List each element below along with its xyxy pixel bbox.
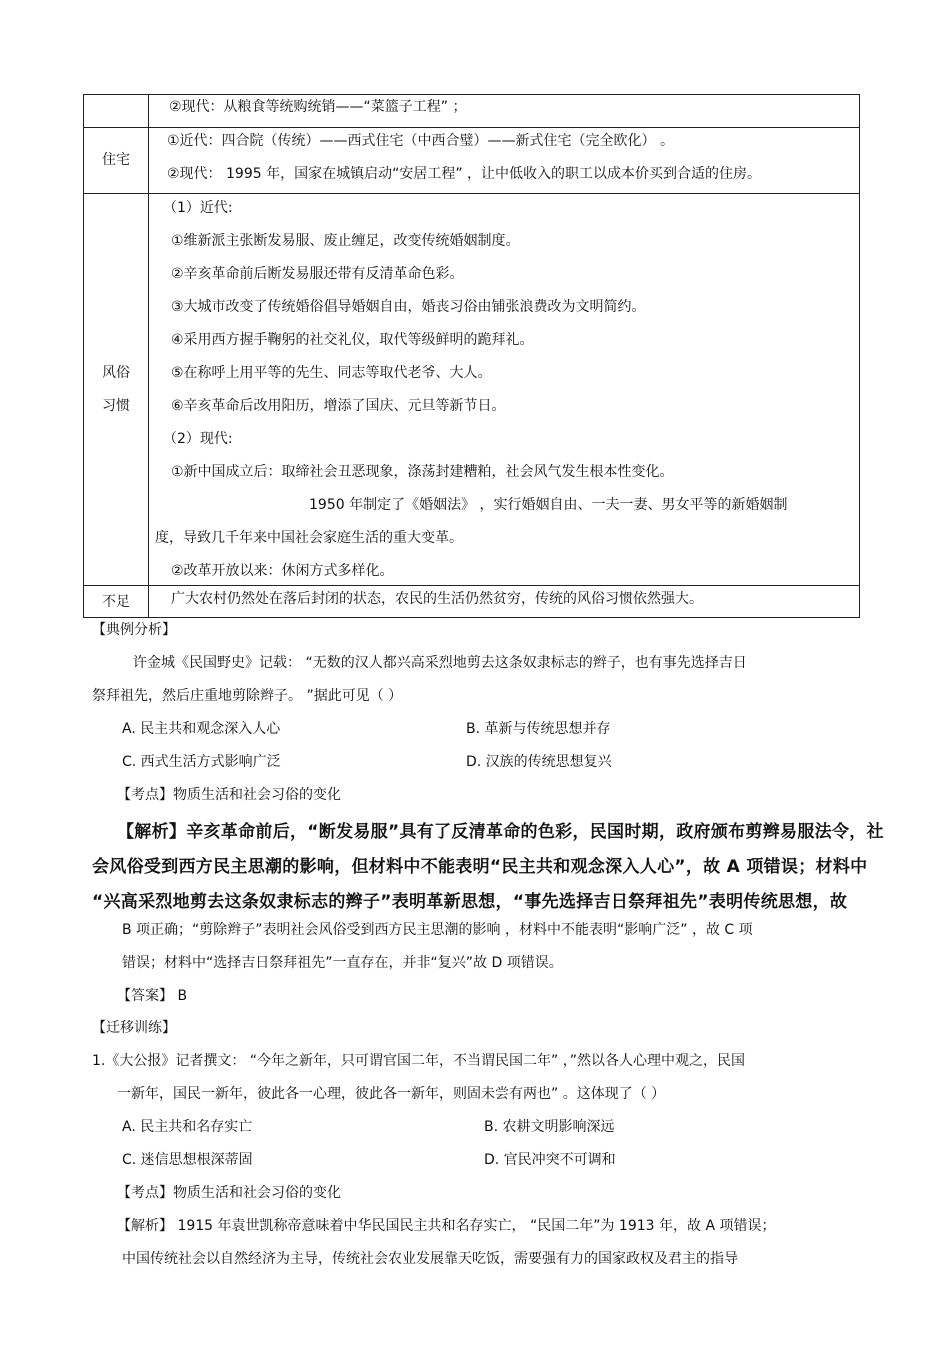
example-heading: 【典例分析】 <box>92 622 176 638</box>
option-d: D. 汉族的传统思想复兴 <box>466 754 612 770</box>
customs-line: ④采用西方握手鞠躬的社交礼仪，取代等级鲜明的跪拜礼。 <box>171 332 534 348</box>
option-c: C. 西式生活方式影响广泛 <box>122 754 281 770</box>
example-analysis-line: 【解析】辛亥革命前后，“断发易服”具有了反清革命的色彩，民国时期，政府颁布剪辫易服法令，社 <box>117 822 884 842</box>
housing-cell <box>149 128 860 194</box>
option-a: A. 民主共和名存实亡 <box>122 1119 253 1135</box>
food-modern-line: ②现代：从粮食等统购统销——“菜篮子工程” ； <box>169 99 467 115</box>
customs-label-1: 风俗 <box>102 364 130 381</box>
housing-line-2: ②现代： 1995 年，国家在城镇启动“安居工程” ，让中低收入的职工以成本价买到合适的住房。 <box>167 166 762 182</box>
practice-kaodian: 【考点】物质生活和社会习俗的变化 <box>117 1185 341 1201</box>
option-b: B. 革新与传统思想并存 <box>466 721 611 737</box>
practice-analysis-line: 中国传统社会以自然经济为主导，传统社会农业发展靠天吃饭，需要强有力的国家政权及君主的指导 <box>122 1251 738 1267</box>
customs-label-cell <box>84 194 149 586</box>
customs-line: ③大城市改变了传统婚俗倡导婚姻自由，婚丧习俗由铺张浪费改为文明简约。 <box>171 299 646 315</box>
option-c: C. 迷信思想根深蒂固 <box>122 1152 253 1168</box>
example-stem-line-2: 祭拜祖先，然后庄重地剪除辫子。 ”据此可见（ ） <box>92 688 403 704</box>
food-cell <box>149 95 860 128</box>
option-d: D. 官民冲突不可调和 <box>484 1152 616 1168</box>
shortcoming-label: 不足 <box>102 593 130 610</box>
customs-line: （1）近代: <box>163 200 233 216</box>
housing-label-cell <box>84 128 149 194</box>
practice-stem-line-2: 一新年，国民一新年，彼此各一心理，彼此各一新年，则固未尝有两也” 。这体现了（ ） <box>117 1086 666 1102</box>
shortcoming-cell <box>149 586 860 618</box>
customs-line: ①新中国成立后：取缔社会丑恶现象，涤荡封建糟粕，社会风气发生根本性变化。 <box>171 464 674 480</box>
shortcoming-label-cell <box>84 586 149 618</box>
example-analysis-line: “兴高采烈地剪去这条奴隶标志的辫子”表明革新思想，“事先选择吉日祭拜祖先”表明传统思想，故 <box>92 892 848 912</box>
summary-table <box>83 94 860 618</box>
customs-label-2: 习惯 <box>102 397 130 414</box>
housing-label: 住宅 <box>102 152 130 168</box>
customs-line: ⑤在称呼上用平等的先生、同志等取代老爷、大人。 <box>171 365 492 381</box>
example-analysis-line: 会风俗受到西方民主思潮的影响，但材料中不能表明“民主共和观念深入人心”，故 A 项错误；材料中 <box>92 857 868 877</box>
example-stem-line-1: 许金城《民国野史》记载： “无数的汉人都兴高采烈地剪去这条奴隶标志的辫子，也有事先选择吉日 <box>133 655 747 671</box>
practice-analysis-line: 【解析】 1915 年袁世凯称帝意味着中华民国民主共和名存实亡， “民国二年”为 1913 年，故 A 项错误； <box>117 1218 776 1234</box>
row-label-empty <box>84 95 149 128</box>
housing-line-1: ①近代：四合院（传统）——西式住宅（中西合璧）——新式住宅（完全欧化） 。 <box>167 133 674 149</box>
customs-line: ①维新派主张断发易服、废止缠足，改变传统婚姻制度。 <box>171 233 520 249</box>
customs-line: ②辛亥革命前后断发易服还带有反清革命色彩。 <box>171 266 464 282</box>
example-analysis-line: B 项正确；“剪除辫子”表明社会风俗受到西方民主思潮的影响 ，材料中不能表明“影响广泛” ，故 C 项 <box>122 922 753 938</box>
example-analysis-line: 错误；材料中“选择吉日祭拜祖先”一直存在，并非“复兴”故 D 项错误。 <box>122 955 563 971</box>
option-a: A. 民主共和观念深入人心 <box>122 721 281 737</box>
customs-cell <box>149 194 860 586</box>
example-kaodian: 【考点】物质生活和社会习俗的变化 <box>117 787 341 803</box>
customs-line: ②改革开放以来：休闲方式多样化。 <box>171 563 394 579</box>
shortcoming-text: 广大农村仍然处在落后封闭的状态，农民的生活仍然贫穷，传统的风俗习惯依然强大。 <box>171 591 703 607</box>
customs-line: （2）现代: <box>163 431 233 447</box>
customs-line: ⑥辛亥革命后改用阳历，增添了国庆、元旦等新节日。 <box>171 398 506 414</box>
practice-heading: 【迁移训练】 <box>92 1020 176 1036</box>
option-b: B. 农耕文明影响深远 <box>484 1119 615 1135</box>
customs-line: 度，导致几千年来中国社会家庭生活的重大变革。 <box>155 530 463 546</box>
example-answer: 【答案】 B <box>117 988 188 1004</box>
customs-line: 1950 年制定了《婚姻法》 ，实行婚姻自由、一夫一妻、男女平等的新婚姻制 <box>309 497 788 513</box>
practice-stem-line-1: 1.《大公报》记者撰文： “今年之新年，只可谓官国二年，不当谓民国二年” ，”然以各人心理中观之，民国 <box>92 1053 746 1069</box>
